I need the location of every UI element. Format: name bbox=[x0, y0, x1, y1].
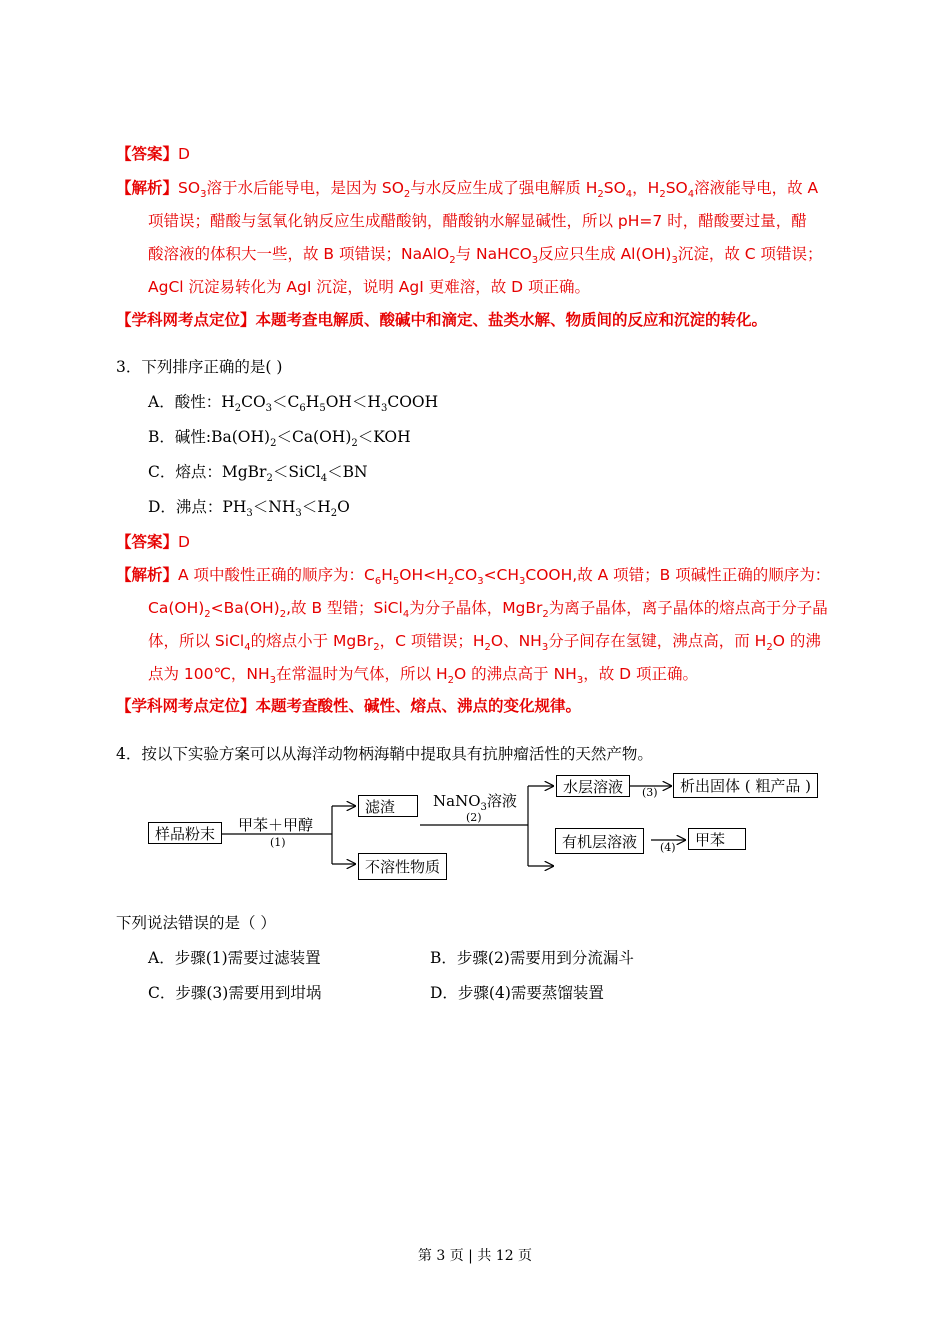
t: 2 bbox=[766, 642, 773, 654]
t: 与 NaHCO bbox=[455, 245, 532, 263]
t: 3 bbox=[576, 675, 584, 687]
t: 2 bbox=[373, 642, 380, 654]
t: H bbox=[381, 566, 393, 584]
t: 4 bbox=[687, 189, 695, 201]
t: A 项中酸性正确的顺序为：C bbox=[178, 566, 375, 584]
answer-tag: 【答案】 bbox=[116, 145, 179, 163]
t: 3 bbox=[246, 508, 253, 520]
t: 为离子晶体，离子晶体的熔点高于分子晶 bbox=[548, 599, 828, 617]
t: 酸溶液的体积大一些，故 B 项错误；NaAlO bbox=[148, 245, 450, 263]
t: CO bbox=[454, 566, 478, 584]
t: 体，所以 SiCl bbox=[148, 632, 245, 650]
t: 溶液能导电，故 A bbox=[694, 179, 819, 197]
t: 2 bbox=[270, 438, 277, 450]
q3-stem: 3．下列排序正确的是( ) bbox=[116, 358, 283, 376]
t: 3 bbox=[541, 642, 549, 654]
t: 与水反应生成了强电解质 H bbox=[410, 179, 598, 197]
flow-step4-num: (4) bbox=[660, 841, 676, 854]
t: <Ba(OH) bbox=[210, 599, 280, 617]
flow-step2-num: (2) bbox=[466, 811, 482, 824]
t: 2 bbox=[542, 609, 549, 621]
answer-value: D bbox=[178, 145, 190, 163]
flow-box-sample: 样品粉末 bbox=[148, 822, 222, 844]
t: O bbox=[337, 498, 350, 516]
t: 3 bbox=[380, 403, 388, 415]
t: ＜KOH bbox=[357, 428, 411, 446]
flow-step1-num: (1) bbox=[270, 836, 286, 849]
flow-step2-label bbox=[433, 790, 517, 811]
t: B．碱性:Ba(OH) bbox=[148, 428, 271, 446]
t: 6 bbox=[374, 576, 382, 588]
point-text: 本题考查酸性、碱性、熔点、沸点的变化规律。 bbox=[255, 697, 582, 715]
flow-box-aqueous: 水层溶液 bbox=[556, 775, 630, 797]
t: 反应只生成 Al(OH) bbox=[538, 245, 672, 263]
t: 3 bbox=[477, 576, 484, 588]
t: 2 bbox=[266, 473, 273, 485]
t: 2 bbox=[204, 609, 211, 621]
t: 2 bbox=[447, 576, 455, 588]
t: 2 bbox=[659, 189, 666, 201]
t: 4 bbox=[402, 609, 410, 621]
flow-step1-label: 甲苯＋甲醇 bbox=[238, 816, 314, 834]
t: 2 bbox=[234, 403, 242, 415]
t: 在常温时为气体，所以 H bbox=[276, 665, 448, 683]
page-footer: 第 3 页 | 共 12 页 bbox=[417, 1248, 533, 1264]
t: ，故 D 项正确。 bbox=[583, 665, 698, 683]
t: 3 bbox=[200, 189, 207, 201]
flow-box-organic: 有机层溶液 bbox=[555, 828, 644, 854]
t: SO bbox=[178, 179, 201, 197]
q4-stem: 4．按以下实验方案可以从海洋动物柄海鞘中提取具有抗肿瘤活性的天然产物。 bbox=[116, 745, 653, 763]
t: OH<H bbox=[399, 566, 448, 584]
t: SO bbox=[665, 179, 688, 197]
q2-analysis-line-2: 项错误；醋酸与氢氧化钠反应生成醋酸钠，醋酸钠水解显碱性，所以 pH=7 时，醋酸要过量，醋 bbox=[148, 212, 807, 230]
t: 2 bbox=[484, 642, 491, 654]
q4-question: 下列说法错误的是（ ） bbox=[116, 914, 276, 932]
t: 4 bbox=[244, 642, 251, 654]
flow-box-solid: 析出固体 ( 粗产品 ) bbox=[673, 773, 818, 798]
t: 2 bbox=[449, 255, 456, 267]
t: D．沸点：PH bbox=[148, 498, 247, 516]
point-text: 本题考查电解质、酸碱中和滴定、盐类水解、物质间的反应和沉淀的转化。 bbox=[255, 311, 768, 329]
answer-value: D bbox=[178, 533, 190, 551]
t: ＜C bbox=[272, 393, 300, 411]
t: CO bbox=[241, 393, 266, 411]
t: ，H bbox=[632, 179, 660, 197]
t: 3 bbox=[519, 576, 526, 588]
t: NaNO bbox=[433, 792, 481, 810]
analysis-tag: 【解析】 bbox=[116, 179, 179, 197]
t: OH＜H bbox=[325, 393, 381, 411]
t: 4 bbox=[625, 189, 633, 201]
t: ＜NH bbox=[252, 498, 296, 516]
point-tag: 【学科网考点定位】 bbox=[116, 311, 256, 329]
t: ，C 项错误；H bbox=[379, 632, 485, 650]
t: 2 bbox=[279, 609, 287, 621]
t: A．酸性：H bbox=[148, 393, 235, 411]
t: 5 bbox=[319, 403, 326, 415]
t: O 的沸点高于 NH bbox=[454, 665, 577, 683]
t: 分子间存在氢键，沸点高，而 H bbox=[548, 632, 767, 650]
t: 2 bbox=[351, 438, 358, 450]
t: 沉淀，故 C 项错误； bbox=[677, 245, 823, 263]
t: 2 bbox=[403, 189, 411, 201]
answer-tag: 【答案】 bbox=[116, 533, 179, 551]
t: ＜H bbox=[301, 498, 331, 516]
t: 3 bbox=[295, 508, 302, 520]
flow-box-toluene: 甲苯 bbox=[688, 828, 746, 850]
t: 为分子晶体，MgBr bbox=[409, 599, 543, 617]
t: ,故 B 型错；SiCl bbox=[286, 599, 403, 617]
t: 2 bbox=[597, 189, 604, 201]
t: O、NH bbox=[490, 632, 542, 650]
t: O 的沸 bbox=[772, 632, 821, 650]
t: 3 bbox=[531, 255, 539, 267]
t: 2 bbox=[330, 508, 338, 520]
t: 5 bbox=[392, 576, 400, 588]
analysis-tag: 【解析】 bbox=[116, 566, 179, 584]
t: 点为 100℃，NH bbox=[148, 665, 270, 683]
flow-box-insoluble: 不溶性物质 bbox=[358, 853, 447, 880]
q4-option-b: B．步骤(2)需要用到分流漏斗 bbox=[430, 949, 634, 967]
q4-option-c: C．步骤(3)需要用到坩埚 bbox=[148, 984, 322, 1002]
t: H bbox=[305, 393, 320, 411]
t: ＜Ca(OH) bbox=[276, 428, 352, 446]
t: SO bbox=[603, 179, 626, 197]
t: ＜BN bbox=[327, 463, 368, 481]
t: 3 bbox=[671, 255, 678, 267]
t: 4 bbox=[320, 473, 328, 485]
t: 3 bbox=[269, 675, 277, 687]
t: ＜SiCl bbox=[272, 463, 321, 481]
q4-option-d: D．步骤(4)需要蒸馏装置 bbox=[430, 984, 604, 1002]
point-tag: 【学科网考点定位】 bbox=[116, 697, 256, 715]
flow-box-residue: 滤渣 bbox=[358, 795, 418, 817]
flow-step3-num: (3) bbox=[642, 786, 658, 799]
t: COOH bbox=[387, 393, 439, 411]
t: 2 bbox=[447, 675, 455, 687]
t: 6 bbox=[299, 403, 306, 415]
t: 3 bbox=[265, 403, 273, 415]
q2-analysis-line-4: AgCl 沉淀易转化为 AgI 沉淀，说明 AgI 更难溶，故 D 项正确。 bbox=[148, 278, 591, 296]
t: 溶于水后能导电，是因为 SO bbox=[206, 179, 404, 197]
t: <CH bbox=[483, 566, 520, 584]
t: C．熔点：MgBr bbox=[148, 463, 267, 481]
t: COOH,故 A 项错；B 项碱性正确的顺序为： bbox=[525, 566, 831, 584]
t: 3 bbox=[480, 802, 487, 813]
q4-option-a: A．步骤(1)需要过滤装置 bbox=[148, 949, 321, 967]
t: 溶液 bbox=[486, 792, 517, 810]
t: Ca(OH) bbox=[148, 599, 205, 617]
t: 的熔点小于 MgBr bbox=[250, 632, 374, 650]
